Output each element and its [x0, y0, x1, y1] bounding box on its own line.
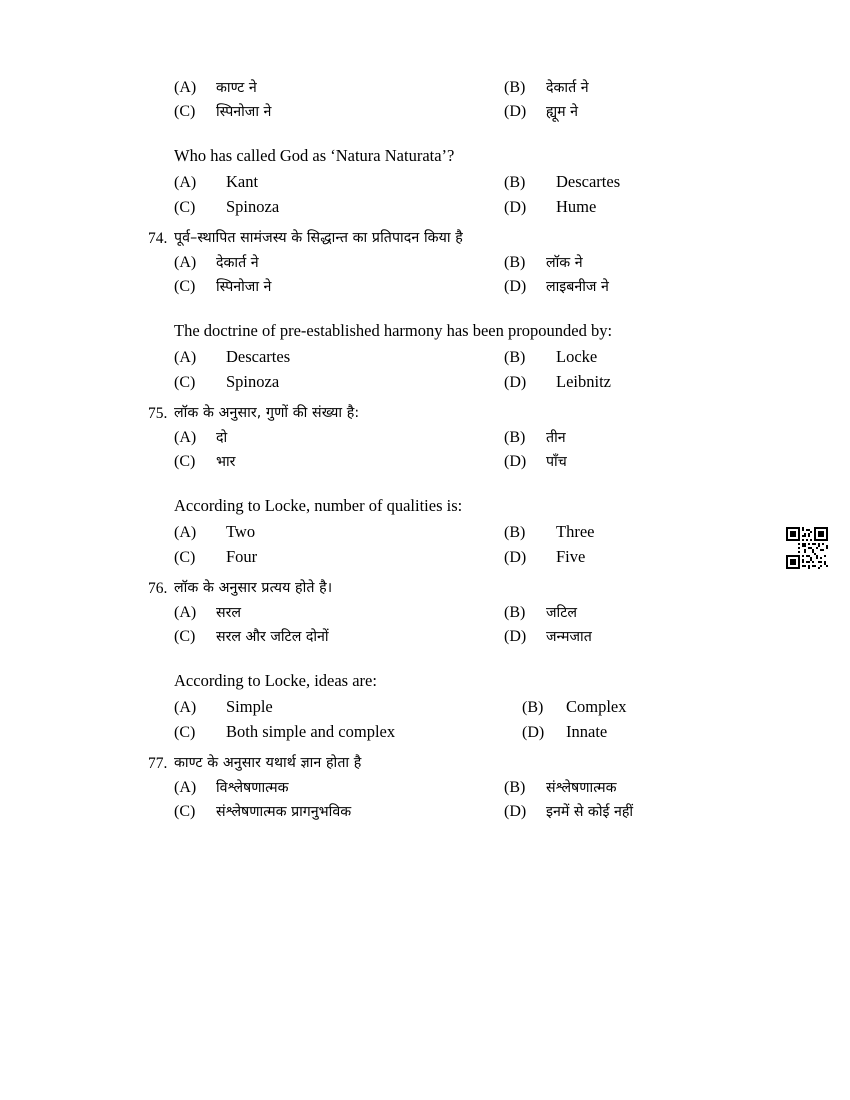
question-74-text-hindi: [148, 228, 780, 250]
option-label: Innate: [566, 722, 608, 741]
question-76-options-english: [148, 697, 780, 742]
option-key: (A): [174, 254, 197, 271]
question-74-statement-english: The doctrine of pre-established harmony has been propounded by:: [174, 321, 613, 340]
option-key: (C): [174, 374, 196, 391]
option-label: लॉक ने: [546, 255, 583, 271]
option-key: (C): [174, 803, 196, 820]
option-row: [174, 778, 780, 797]
option-label: जन्मजात: [546, 629, 592, 645]
option-key: (D): [504, 199, 527, 216]
option-a[interactable]: [174, 253, 504, 272]
option-b[interactable]: [504, 253, 780, 272]
option-row: [174, 253, 780, 272]
option-key: (B): [504, 429, 526, 446]
option-key: (A): [174, 429, 197, 446]
option-b[interactable]: [504, 172, 780, 192]
option-d[interactable]: [504, 452, 780, 471]
option-key: (D): [504, 278, 527, 295]
option-row: [174, 452, 780, 471]
option-row: [174, 627, 780, 646]
option-a[interactable]: [174, 347, 504, 367]
option-label: Hume: [556, 197, 597, 216]
option-key: (B): [504, 524, 526, 541]
question-text: पूर्व–स्थापित सामंजस्य के सिद्धान्त का प्रतिपादन किया है: [174, 230, 463, 246]
option-label: Descartes: [226, 347, 291, 366]
option-label: Spinoza: [226, 372, 280, 391]
option-label: Descartes: [556, 172, 621, 191]
question-74-options-english: [148, 347, 780, 392]
option-label: इनमें से कोई नहीं: [546, 804, 634, 820]
option-c[interactable]: [174, 102, 504, 121]
option-key: (D): [504, 549, 527, 566]
option-row: [174, 802, 780, 821]
option-row: [174, 277, 780, 296]
option-key: (A): [174, 779, 197, 796]
option-key: (C): [174, 453, 196, 470]
question-77-options-hindi: [148, 778, 780, 821]
option-d[interactable]: [504, 547, 780, 567]
option-row: [174, 428, 780, 447]
question-73-options-english: [148, 172, 780, 217]
qr-code-icon: [786, 527, 828, 569]
option-b[interactable]: [504, 347, 780, 367]
option-key: (B): [504, 349, 526, 366]
option-d[interactable]: [504, 197, 780, 217]
question-75-options-hindi: [148, 428, 780, 471]
option-label: Four: [226, 547, 258, 566]
option-b[interactable]: [504, 78, 780, 97]
option-d[interactable]: [514, 722, 780, 742]
option-key: (D): [504, 803, 527, 820]
option-label: Complex: [566, 697, 627, 716]
option-key: (A): [174, 349, 197, 366]
option-label: देकार्त ने: [546, 80, 589, 96]
option-key: (A): [174, 604, 197, 621]
option-label: Locke: [556, 347, 598, 366]
question-75-options-english: [148, 522, 780, 567]
option-key: (B): [504, 254, 526, 271]
option-key: (A): [174, 699, 197, 716]
option-label: Two: [226, 522, 256, 541]
option-c[interactable]: [174, 627, 504, 646]
option-label: Leibnitz: [556, 372, 611, 391]
option-label: Spinoza: [226, 197, 280, 216]
option-c[interactable]: [174, 372, 504, 392]
option-key: (A): [174, 524, 197, 541]
question-73-options-hindi: [148, 78, 780, 121]
option-label: संश्लेषणात्मक: [546, 780, 617, 796]
question-76-text-hindi: [148, 578, 780, 600]
option-c[interactable]: [174, 452, 504, 471]
option-label: सरल और जटिल दोनों: [216, 629, 329, 645]
option-d[interactable]: [504, 102, 780, 121]
option-key: (B): [504, 79, 526, 96]
option-key: (D): [504, 628, 527, 645]
question-74-options-hindi: [148, 253, 780, 296]
option-key: (B): [504, 779, 526, 796]
option-label: लाइबनीज ने: [546, 279, 609, 295]
question-73-statement-english: Who has called God as ‘Natura Naturata’?: [174, 146, 455, 165]
option-row: [174, 522, 780, 542]
option-d[interactable]: [504, 277, 780, 296]
option-label: Simple: [226, 697, 273, 716]
option-key: (D): [504, 103, 527, 120]
option-label: स्पिनोजा ने: [216, 104, 272, 120]
option-row: [174, 78, 780, 97]
option-row: [174, 603, 780, 622]
option-label: Kant: [226, 172, 259, 191]
option-key: (C): [174, 199, 196, 216]
option-label: Both simple and complex: [226, 722, 396, 741]
option-label: Three: [556, 522, 595, 541]
option-key: (D): [504, 453, 527, 470]
option-key: (C): [174, 103, 196, 120]
option-d[interactable]: [504, 627, 780, 646]
option-b[interactable]: [514, 697, 780, 717]
option-row: [174, 697, 780, 717]
option-a[interactable]: [174, 603, 504, 622]
option-key: (C): [174, 278, 196, 295]
option-a[interactable]: [174, 522, 504, 542]
option-row: [174, 347, 780, 367]
option-key: (D): [522, 724, 545, 741]
question-number: 75.: [148, 405, 168, 422]
option-key: (B): [504, 604, 526, 621]
option-row: [174, 722, 780, 742]
option-key: (C): [174, 724, 196, 741]
option-label: काण्ट ने: [216, 80, 257, 96]
option-b[interactable]: [504, 603, 780, 622]
option-row: [174, 102, 780, 121]
option-c[interactable]: [174, 722, 514, 742]
option-row: [174, 372, 780, 392]
option-label: जटिल: [546, 605, 577, 621]
option-key: (B): [522, 699, 544, 716]
question-text: लॉक के अनुसार प्रत्यय होते है।: [174, 580, 333, 596]
question-75-text-hindi: [148, 403, 780, 425]
question-76-options-hindi: [148, 603, 780, 646]
option-label: तीन: [546, 430, 566, 446]
question-number: 76.: [148, 580, 168, 597]
option-b[interactable]: [504, 428, 780, 447]
option-row: [174, 197, 780, 217]
option-d[interactable]: [504, 372, 780, 392]
option-row: [174, 172, 780, 192]
question-text: लॉक के अनुसार, गुणों की संख्या है:: [174, 405, 360, 421]
option-label: ह्यूम ने: [546, 104, 579, 120]
option-a[interactable]: [174, 428, 504, 447]
option-label: विश्लेषणात्मक: [216, 780, 289, 796]
option-label: सरल: [216, 605, 242, 621]
option-key: (B): [504, 174, 526, 191]
option-label: Five: [556, 547, 586, 566]
option-key: (A): [174, 79, 197, 96]
option-c[interactable]: [174, 547, 504, 567]
option-a[interactable]: [174, 172, 504, 192]
option-d[interactable]: [504, 802, 780, 821]
question-text: काण्ट के अनुसार यथार्थ ज्ञान होता है: [174, 755, 362, 771]
option-b[interactable]: [504, 778, 780, 797]
option-label: दो: [216, 430, 228, 446]
option-c[interactable]: [174, 197, 504, 217]
option-key: (C): [174, 549, 196, 566]
question-number: 77.: [148, 755, 168, 772]
option-row: [174, 547, 780, 567]
option-c[interactable]: [174, 802, 504, 821]
option-c[interactable]: [174, 277, 504, 296]
option-a[interactable]: [174, 78, 504, 97]
option-label: भार: [216, 454, 236, 470]
option-label: पाँच: [546, 454, 567, 470]
option-key: (C): [174, 628, 196, 645]
option-label: देकार्त ने: [216, 255, 259, 271]
option-b[interactable]: [504, 522, 780, 542]
question-77-text-hindi: [148, 753, 780, 775]
question-number: 74.: [148, 230, 168, 247]
option-label: स्पिनोजा ने: [216, 279, 272, 295]
option-key: (A): [174, 174, 197, 191]
option-label: संश्लेषणात्मक प्रागनुभविक: [216, 804, 352, 820]
option-a[interactable]: [174, 778, 504, 797]
question-75-statement-english: According to Locke, number of qualities is:: [174, 496, 463, 515]
option-a[interactable]: [174, 697, 514, 717]
option-key: (D): [504, 374, 527, 391]
question-76-statement-english: According to Locke, ideas are:: [174, 671, 377, 690]
